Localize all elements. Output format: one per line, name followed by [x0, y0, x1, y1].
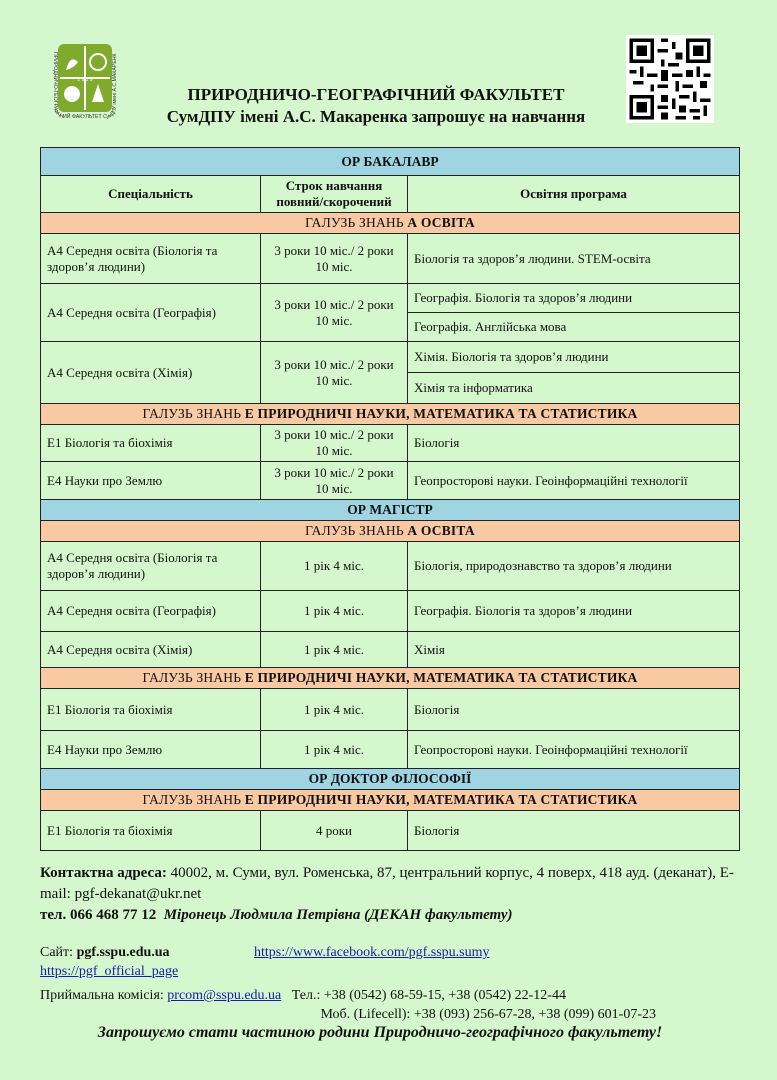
instagram-link[interactable]: https://pgf_official_page: [40, 964, 179, 979]
term-cell: 3 роки 10 міс./ 2 роки 10 міс.: [261, 284, 408, 342]
program-cell: Геопросторові науки. Геоінформаційні технології: [408, 731, 740, 769]
contact-phone: [40, 905, 740, 926]
field-a-master: ГАЛУЗЬ ЗНАНЬ А ОСВІТА: [41, 521, 740, 542]
commission-mobile: Моб. (Lifecell): +38 (093) 256-67-28, +38 (099) 601-07-23: [320, 1007, 656, 1022]
level-master: ОР МАГІСТР: [41, 500, 740, 521]
table-row: [41, 284, 740, 313]
field-e-bachelor: ГАЛУЗЬ ЗНАНЬ Е ПРИРОДНИЧІ НАУКИ, МАТЕМАТИКА ТА СТАТИСТИКА: [41, 404, 740, 425]
table-row: [41, 811, 740, 851]
table-row: [41, 731, 740, 769]
program-cell: Біологія: [408, 811, 740, 851]
program-cell: Географія. Біологія та здоров’я людини: [408, 591, 740, 632]
table-row: [41, 462, 740, 500]
spec-cell: Е4 Науки про Землю: [41, 731, 261, 769]
commission-phones: Тел.: +38 (0542) 68-59-15, +38 (0542) 22-12-44: [291, 988, 566, 1003]
table-row: [41, 234, 740, 284]
term-cell: 1 рік 4 міс.: [261, 632, 408, 668]
term-cell: 3 роки 10 міс./ 2 роки 10 міс.: [261, 425, 408, 462]
spec-cell: Е1 Біологія та біохімія: [41, 811, 261, 851]
title-line-1: ПРИРОДНИЧО-ГЕОГРАФІЧНИЙ ФАКУЛЬТЕТ: [187, 85, 565, 104]
term-cell: 3 роки 10 міс./ 2 роки 10 міс.: [261, 342, 408, 404]
spec-cell: А4 Середня освіта (Біологія та здоров’я людини): [41, 542, 261, 591]
commission-label: Приймальна комісія:: [40, 988, 168, 1003]
program-cell: Хімія та інформатика: [408, 373, 740, 404]
program-cell: Біологія: [408, 425, 740, 462]
facebook-link[interactable]: https://www.facebook.com/pgf.sspu.sumy: [254, 945, 490, 960]
site-label: Сайт:: [40, 945, 77, 960]
title-line-2: СумДПУ імені А.С. Макаренка запрошує на навчання: [166, 107, 586, 126]
spec-cell: Е1 Біологія та біохімія: [41, 689, 261, 731]
table-row: [41, 632, 740, 668]
dean-name: Міронець Людмила Петрівна (ДЕКАН факультету): [163, 907, 513, 923]
table-row: [41, 425, 740, 462]
program-cell: Геопросторові науки. Геоінформаційні технології: [408, 462, 740, 500]
table-row: [41, 689, 740, 731]
term-cell: 3 роки 10 міс./ 2 роки 10 міс.: [261, 234, 408, 284]
table-row: [41, 542, 740, 591]
address-text: 40002, м. Суми, вул. Роменська, 87, центральний корпус, 4 поверх, 418 ауд. (деканат), E-mail: pgf-dekanat@ukr.net: [40, 865, 734, 902]
program-cell: Біологія: [408, 689, 740, 731]
col-header-program: Освітня програма: [408, 176, 740, 213]
slogan: Запрошуємо стати частиною родини Природничо-географічного факультету!: [97, 1024, 663, 1041]
program-cell: Географія. Біологія та здоров’я людини: [408, 284, 740, 313]
program-cell: Біологія, природознавство та здоров’я людини: [408, 542, 740, 591]
term-cell: 1 рік 4 міс.: [261, 591, 408, 632]
links-block: [40, 943, 760, 1024]
spec-cell: А4 Середня освіта (Хімія): [41, 632, 261, 668]
level-bachelor: ОР БАКАЛАВР: [41, 148, 740, 176]
spec-cell: А4 Середня освіта (Географія): [41, 284, 261, 342]
program-cell: Географія. Англійська мова: [408, 313, 740, 342]
program-cell: Хімія: [408, 632, 740, 668]
spec-cell: А4 Середня освіта (Географія): [41, 591, 261, 632]
page-title: [96, 84, 656, 128]
level-doctor: ОР ДОКТОР ФІЛОСОФІЇ: [41, 769, 740, 790]
table-row: [41, 591, 740, 632]
field-e-master: ГАЛУЗЬ ЗНАНЬ Е ПРИРОДНИЧІ НАУКИ, МАТЕМАТИКА ТА СТАТИСТИКА: [41, 668, 740, 689]
commission-email-link[interactable]: prcom@sspu.edu.ua: [167, 988, 282, 1003]
table-row: [41, 342, 740, 373]
address-label: Контактна адреса:: [40, 865, 167, 881]
site-link[interactable]: pgf.sspu.edu.ua: [76, 945, 170, 960]
col-header-specialty: Спеціальність: [41, 176, 261, 213]
spec-cell: А4 Середня освіта (Хімія): [41, 342, 261, 404]
col-header-term: Строк навчання повний/скорочений: [261, 176, 408, 213]
spec-cell: Е4 Науки про Землю: [41, 462, 261, 500]
contact-address: [40, 863, 740, 905]
logo-ring-text: ПРИРОДНИЧО-ГЕОГРАФІЧНИЙ ФАКУЛЬТЕТ СумДПУ імені А.С.МАКАРЕНК: [51, 52, 118, 121]
spec-cell: А4 Середня освіта (Біологія та здоров’я людини): [41, 234, 261, 284]
qr-code-icon[interactable]: [626, 35, 714, 123]
logo-year: 1 9 1 9: [77, 77, 93, 83]
term-cell: 3 роки 10 міс./ 2 роки 10 міс.: [261, 462, 408, 500]
spec-cell: Е1 Біологія та біохімія: [41, 425, 261, 462]
field-a-bachelor: ГАЛУЗЬ ЗНАНЬ А ОСВІТА: [41, 213, 740, 234]
phone-label: тел. 066 468 77 12: [40, 907, 157, 923]
field-e-doctor: ГАЛУЗЬ ЗНАНЬ Е ПРИРОДНИЧІ НАУКИ, МАТЕМАТИКА ТА СТАТИСТИКА: [41, 790, 740, 811]
term-cell: 1 рік 4 міс.: [261, 689, 408, 731]
program-cell: Біологія та здоров’я людини. STEM-освіта: [408, 234, 740, 284]
program-cell: Хімія. Біологія та здоров’я людини: [408, 342, 740, 373]
term-cell: 1 рік 4 міс.: [261, 731, 408, 769]
programs-table: [40, 147, 740, 851]
term-cell: 4 роки: [261, 811, 408, 851]
term-cell: 1 рік 4 міс.: [261, 542, 408, 591]
contact-block: [40, 863, 740, 926]
